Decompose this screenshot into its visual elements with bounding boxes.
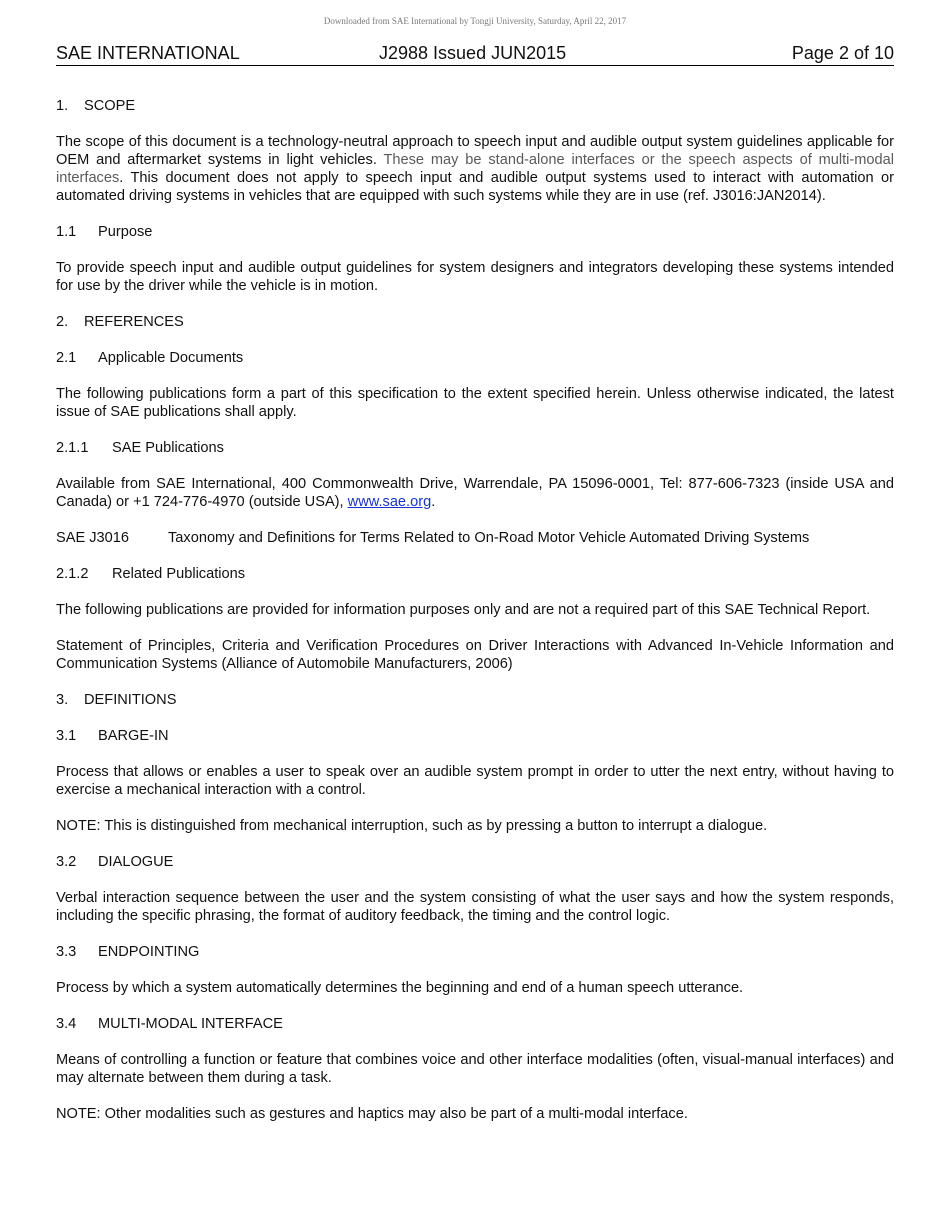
section-title: DIALOGUE <box>98 854 174 870</box>
section-title: Related Publications <box>112 566 246 582</box>
section-number: 1.1 <box>56 224 77 240</box>
sae-address-text: Available from SAE International, 400 Commonwealth Drive, Warrendale, PA 15096-0001, Tel: 877-606-7323 (inside USA and Canada) or +1 724-776-4970 (outside USA), <box>56 476 894 510</box>
related-publication-entry: Statement of Principles, Criteria and Verification Procedures on Driver Interactions with Advanced In-Vehicle Information and Communication Systems (Alliance of Automobile Manufacturers, 2006) <box>56 638 894 672</box>
section-title: DEFINITIONS <box>84 692 177 708</box>
scope-text-highlight: These may be stand-alone interfaces or the speech aspects of multi-modal interfaces <box>56 152 895 186</box>
reference-entry-j3016 <box>56 529 894 547</box>
section-number: 2.1.2 <box>56 566 89 582</box>
endpointing-paragraph: Process by which a system automatically determines the beginning and end of a human speech utterance. <box>56 980 744 996</box>
related-publications-paragraph: The following publications are provided for information purposes only and are not a required part of this SAE Technical Report. <box>56 602 871 618</box>
section-heading-related-publications <box>56 565 894 583</box>
sae-publications-paragraph <box>56 475 894 511</box>
dialogue-paragraph: Verbal interaction sequence between the user and the system consisting of what the user says and how the system responds, including the specific phrasing, the format of auditory feedback, the timing and the control logic. <box>56 890 894 924</box>
section-number: 3.4 <box>56 1016 77 1032</box>
sae-address-end: . <box>431 494 436 510</box>
section-heading-multi-modal-interface <box>56 1015 894 1033</box>
scope-paragraph <box>56 133 894 205</box>
section-heading-dialogue <box>56 853 894 871</box>
download-watermark: Downloaded from SAE International by Tongji University, Saturday, April 22, 2017 <box>323 16 627 26</box>
scope-text-a: The scope of this document is a technology-neutral approach to speech input and audible output system guidelines applicable for OEM and aftermarket systems in light vehicles. <box>56 134 894 168</box>
section-number: 3.1 <box>56 728 77 744</box>
section-number: 3.2 <box>56 854 77 870</box>
sae-website-link[interactable]: www.sae.org <box>347 494 432 510</box>
barge-in-note: NOTE: This is distinguished from mechanical interruption, such as by pressing a button to interrupt a dialogue. <box>56 818 768 834</box>
section-heading-sae-publications <box>56 439 894 457</box>
page-header <box>56 43 894 66</box>
section-number: 2.1.1 <box>56 440 89 456</box>
section-number: 1. <box>56 98 69 114</box>
section-title: Applicable Documents <box>98 350 244 366</box>
header-document-id: J2988 Issued JUN2015 <box>379 43 567 63</box>
reference-code: SAE J3016 <box>56 530 130 546</box>
section-number: 3. <box>56 692 69 708</box>
section-heading-definitions <box>56 691 894 709</box>
section-number: 2.1 <box>56 350 77 366</box>
multi-modal-interface-note: NOTE: Other modalities such as gestures and haptics may also be part of a multi-modal interface. <box>56 1106 688 1122</box>
section-number: 2. <box>56 314 69 330</box>
multi-modal-interface-paragraph: Means of controlling a function or feature that combines voice and other interface modalities (often, visual-manual interfaces) and may alternate between them during a task. <box>56 1052 894 1086</box>
section-title: BARGE-IN <box>98 728 169 744</box>
section-title: ENDPOINTING <box>98 944 200 960</box>
section-title: SAE Publications <box>112 440 224 456</box>
section-title: MULTI-MODAL INTERFACE <box>98 1016 283 1032</box>
reference-title: Taxonomy and Definitions for Terms Related to On-Road Motor Vehicle Automated Driving Systems <box>168 530 810 546</box>
applicable-documents-paragraph: The following publications form a part of this specification to the extent specified herein. Unless otherwise indicated, the latest issue of SAE publications shall apply. <box>56 386 894 420</box>
purpose-paragraph: To provide speech input and audible output guidelines for system designers and integrators developing these systems intended for use by the driver while the vehicle is in motion. <box>56 260 894 294</box>
section-heading-endpointing <box>56 943 894 961</box>
header-organization: SAE INTERNATIONAL <box>56 43 240 63</box>
header-page-number: Page 2 of 10 <box>791 43 894 63</box>
section-title: Purpose <box>98 224 153 240</box>
section-title: SCOPE <box>84 98 136 114</box>
section-heading-references <box>56 313 894 331</box>
section-title: REFERENCES <box>84 314 184 330</box>
section-heading-applicable-documents <box>56 349 894 367</box>
section-heading-barge-in <box>56 727 894 745</box>
barge-in-paragraph: Process that allows or enables a user to speak over an audible system prompt in order to utter the next entry, without having to exercise a mechanical interaction with a control. <box>56 764 894 798</box>
section-heading-purpose <box>56 223 894 241</box>
scope-text-c: . This document does not apply to speech input and audible output systems used to interact with automation or automated driving systems in vehicles that are equipped with such systems while they are in use (ref. J3016:JAN2014). <box>56 170 894 204</box>
document-body <box>56 97 894 1141</box>
section-number: 3.3 <box>56 944 77 960</box>
section-heading-scope <box>56 97 894 115</box>
